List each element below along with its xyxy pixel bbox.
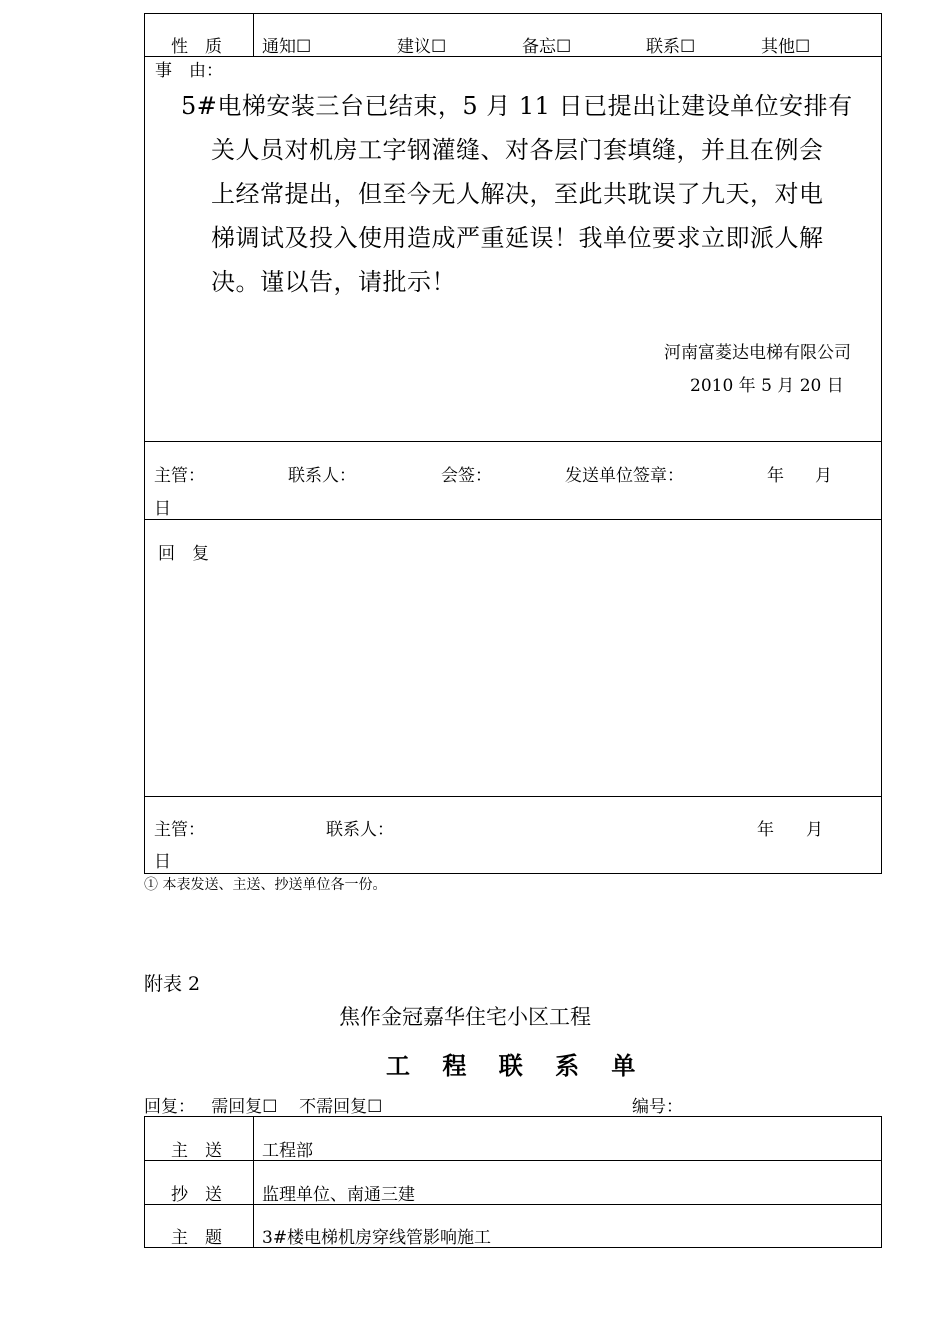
- sign-countersign-label: 会签：: [441, 466, 492, 486]
- reason-line-5: 决。谨以告，请批示！: [211, 268, 456, 296]
- table1-top-border: [144, 13, 882, 14]
- reason-line-4: 梯调试及投入使用造成严重延误！我单位要求立即派人解: [211, 224, 824, 252]
- footnote: ① 本表发送、主送、抄送单位各一份。: [144, 877, 387, 893]
- reply-label: 回 复: [158, 544, 209, 564]
- row-main-recipient-value[interactable]: 工程部: [262, 1141, 313, 1161]
- nature-label: 性 质: [171, 37, 222, 57]
- table2-right-border: [881, 1116, 882, 1247]
- table1-sign-row-bottom: [144, 519, 882, 520]
- row-cc-value[interactable]: 监理单位、南通三建: [262, 1185, 415, 1205]
- sign-seal-label: 发送单位签章：: [565, 466, 684, 486]
- sign-contact-label: 联系人：: [288, 466, 356, 486]
- sign-month-label: 月: [815, 466, 832, 486]
- table1-bottom-border: [144, 873, 882, 874]
- reason-line-2: 关人员对机房工字钢灌缝、对各层门套填缝，并且在例会: [211, 136, 824, 164]
- nature-option-other[interactable]: 其他☐: [761, 37, 811, 57]
- appendix-label: 附表 2: [144, 973, 201, 995]
- document-title: 工 程 联 系 单: [386, 1051, 648, 1080]
- table2-left-border: [144, 1116, 145, 1247]
- sender-company: 河南富菱达电梯有限公司: [664, 343, 851, 363]
- table2-label-divider: [253, 1116, 254, 1247]
- sender-date: 2010 年 5 月 20 日: [690, 376, 844, 396]
- table2-row1-bottom: [144, 1160, 882, 1161]
- reason-line-3: 上经常提出，但至今无人解决，至此共耽误了九天，对电: [211, 180, 824, 208]
- row-cc-label: 抄 送: [171, 1185, 222, 1205]
- table1-label-divider: [253, 13, 254, 56]
- reply-required-line: 回复： 需回复☐ 不需回复☐: [144, 1097, 383, 1117]
- table1-reason-row-bottom: [144, 441, 882, 442]
- reply-contact-label: 联系人：: [326, 820, 394, 840]
- row-main-recipient-label: 主 送: [171, 1141, 222, 1161]
- reply-month-label: 月: [806, 820, 823, 840]
- table2-top-border: [144, 1116, 882, 1117]
- table2-row2-bottom: [144, 1204, 882, 1205]
- reason-line-1: 5#电梯安装三台已结束，5 月 11 日已提出让建设单位安排有: [181, 92, 853, 120]
- sign-day-label: 日: [154, 499, 171, 519]
- project-title: 焦作金冠嘉华住宅小区工程: [339, 1005, 591, 1029]
- table1-left-border: [144, 13, 145, 873]
- row-subject-value[interactable]: 3#楼电梯机房穿线管影响施工: [262, 1228, 492, 1248]
- sign-supervisor-label: 主管：: [154, 466, 205, 486]
- sign-year-label: 年: [767, 466, 784, 486]
- nature-option-suggestion[interactable]: 建议☐: [397, 37, 447, 57]
- nature-option-memo[interactable]: 备忘☐: [522, 37, 572, 57]
- nature-option-contact[interactable]: 联系☐: [646, 37, 696, 57]
- table2-bottom-border: [144, 1247, 882, 1248]
- row-subject-label: 主 题: [171, 1228, 222, 1248]
- reply-supervisor-label: 主管：: [154, 820, 205, 840]
- nature-option-notice[interactable]: 通知☐: [262, 37, 312, 57]
- reply-day-label: 日: [154, 852, 171, 872]
- table1-reply-row-bottom: [144, 796, 882, 797]
- table1-right-border: [881, 13, 882, 873]
- reply-year-label: 年: [757, 820, 774, 840]
- number-label: 编号：: [632, 1097, 683, 1117]
- reason-label: 事 由：: [155, 61, 223, 81]
